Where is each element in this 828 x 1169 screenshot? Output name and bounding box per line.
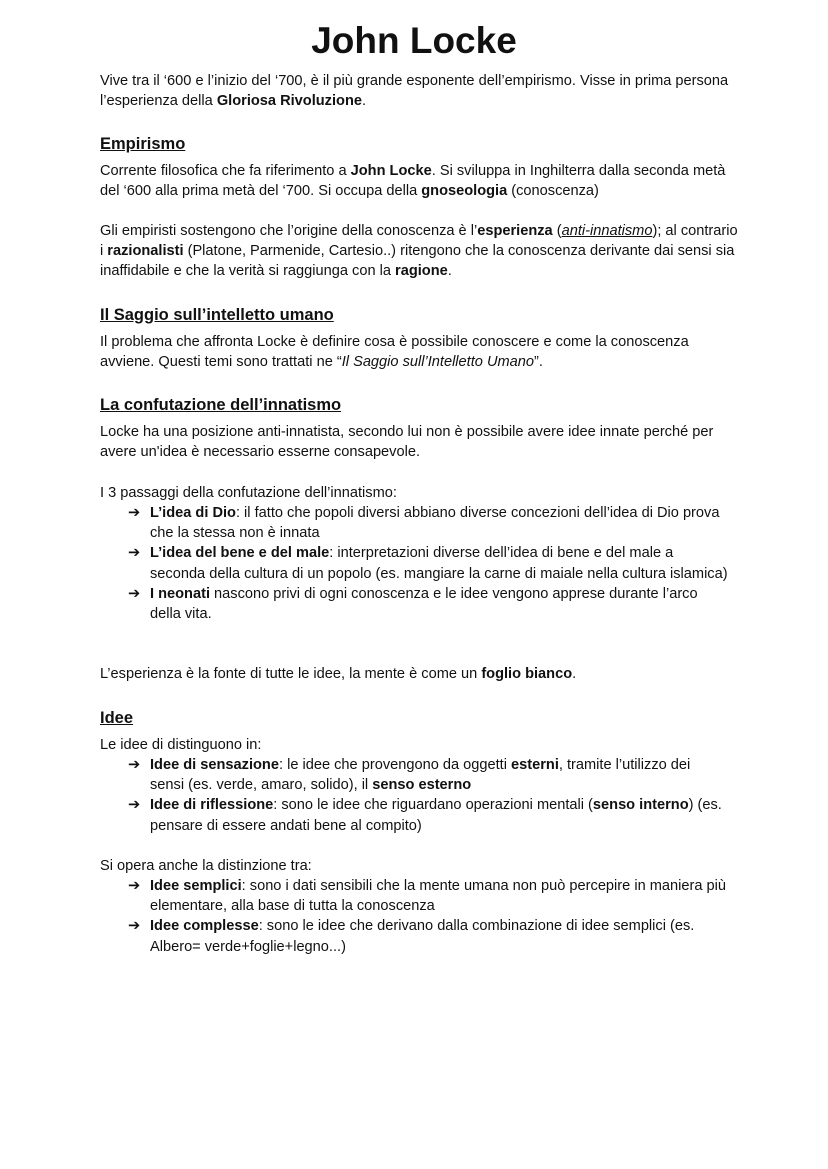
arrow-icon: ➔ [128, 878, 141, 894]
intro-text: Vive tra il ‘600 e l’inizio del ‘700, è il più grande esponente dell’empirismo. Visse in prima persona l’esperienza della [100, 73, 729, 110]
text-span: : interpretazioni diverse dell’idea di bene e del male a seconda della cultura di un popolo (es. mangiare la carne di maiale nella cultura islamica) [150, 545, 728, 582]
text-span: ( [552, 223, 562, 239]
text-span: . [572, 666, 577, 682]
confutazione-paragraph-2: I 3 passaggi della confutazione dell’innatismo: [100, 485, 397, 501]
text-span: Corrente filosofica che fa riferimento a [100, 163, 351, 179]
arrow-icon: ➔ [128, 797, 141, 814]
italic-span: Il Saggio sull’Intelletto Umano [341, 354, 534, 371]
text-span: : sono i dati sensibili che la mente umana non può percepire in maniera più elementare, alla base di tutta la conoscenza [150, 878, 726, 915]
bold-span: L’idea del bene e del male [150, 545, 330, 562]
text-span: : le idee che provengono da oggetti [278, 757, 512, 773]
text-span: L’esperienza è la fonte di tutte le idee, la mente è come un [100, 666, 482, 682]
idee-list-1 [128, 755, 728, 836]
text-span: . [447, 263, 452, 280]
list-item [128, 755, 728, 795]
arrow-icon: ➔ [128, 757, 141, 773]
heading-saggio: Il Saggio sull’intelletto umano [100, 306, 334, 324]
idee-paragraph-2: Si opera anche la distinzione tra: [100, 858, 312, 874]
bold-span: Idee di riflessione [150, 797, 274, 814]
bold-span: I neonati [150, 585, 210, 602]
list-item [128, 916, 728, 956]
bold-span: senso esterno [372, 777, 472, 794]
text-span: Il problema che affronta Locke è definire cosa è possibile conoscere e come la conoscenza avviene. Questi temi sono trattati ne “ [100, 334, 689, 371]
confutazione-paragraph-1: Locke ha una posizione anti-innatista, secondo lui non è possibile avere idee innate perché per avere un'idea è necessario esserne consapevole. [100, 424, 714, 461]
heading-empirismo: Empirismo [100, 135, 186, 153]
confutazione-paragraph-3 [100, 664, 740, 684]
text-span: Gli empiristi sostengono che l’origine della conoscenza è l’ [100, 223, 478, 239]
bold-span: gnoseologia [421, 183, 508, 200]
bold-span: John Locke [350, 163, 432, 179]
text-span: (conoscenza) [507, 183, 599, 200]
text-span: (Platone, Parmenide, Cartesio..) ritengono che la conoscenza derivante dai sensi sia inaffidabile e che la verità si raggiunga con la [100, 243, 735, 280]
confutazione-list [128, 503, 728, 624]
bold-span: ragione [395, 263, 448, 280]
bold-span: L’idea di Dio [150, 505, 236, 521]
bold-span: esterni [511, 757, 559, 773]
list-item [128, 795, 728, 835]
text-span: , tramite l’utilizzo dei sensi (es. verde, amaro, solido), il [150, 757, 691, 794]
saggio-paragraph [100, 332, 740, 372]
text-span: ); al contrario i [100, 223, 738, 260]
underlined-italic-span: anti-innatismo [561, 223, 653, 239]
list-item [128, 503, 728, 543]
idee-list-2 [128, 876, 728, 957]
arrow-icon: ➔ [128, 505, 141, 521]
text-span: : il fatto che popoli diversi abbiano diverse concezioni dell’idea di Dio prova che la stessa non è innata [150, 505, 720, 542]
empirismo-paragraph-2 [100, 221, 740, 282]
bold-span: razionalisti [107, 243, 184, 260]
intro-text-end: . [361, 93, 367, 110]
bold-span: Idee complesse [150, 918, 259, 935]
page-title: John Locke [311, 20, 517, 61]
list-item [128, 584, 728, 624]
text-span: nascono privi di ogni conoscenza e le idee vengono apprese durante l’arco della vita. [150, 585, 698, 623]
idee-paragraph-1: Le idee di distinguono in: [100, 737, 262, 753]
bold-span: Idee di sensazione [150, 757, 279, 773]
intro-paragraph [100, 71, 740, 111]
text-span: : sono le idee che riguardano operazioni mentali ( [273, 797, 593, 814]
text-span: : sono le idee che derivano dalla combinazione di idee semplici (es. Albero= verde+foglie+legno...) [150, 918, 695, 955]
list-item [128, 876, 728, 916]
heading-idee: Idee [100, 709, 134, 727]
text-span: ”. [534, 354, 543, 371]
empirismo-paragraph-1 [100, 161, 740, 201]
list-item [128, 543, 728, 583]
arrow-icon: ➔ [128, 585, 141, 602]
bold-span: foglio bianco [481, 666, 573, 682]
intro-bold: Gloriosa Rivoluzione [216, 93, 362, 110]
bold-span: Idee semplici [150, 878, 242, 894]
heading-confutazione: La confutazione dell’innatismo [100, 396, 342, 414]
bold-span: esperienza [477, 223, 553, 239]
text-span: ) (es. pensare di essere andati bene al compito) [150, 797, 722, 834]
arrow-icon: ➔ [128, 545, 141, 562]
text-span: . Si sviluppa in Inghilterra dalla seconda metà del ‘600 alla prima metà del ‘700. Si occupa della [100, 163, 726, 200]
bold-span: senso interno [592, 797, 689, 814]
arrow-icon: ➔ [128, 918, 141, 935]
